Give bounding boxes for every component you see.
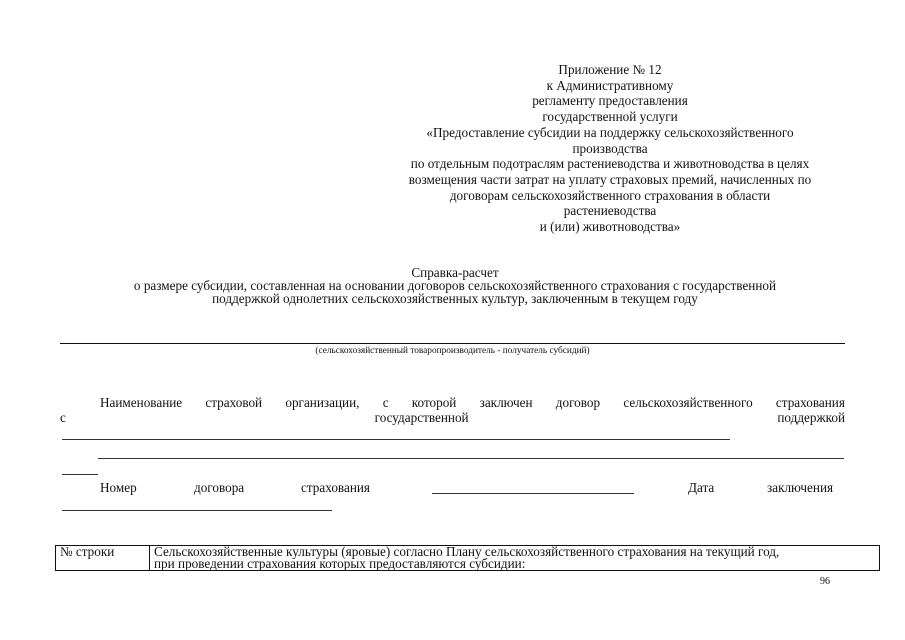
contract-word: страхования <box>301 480 370 495</box>
page-number: 96 <box>820 576 830 587</box>
title-line: о размере субсидии, составленная на основании договоров сельскохозяйственного страхования с государственной <box>133 278 777 293</box>
recipient-caption: (сельскохозяйственный товаропроизводитель - получатель субсидий) <box>315 346 590 356</box>
insurer-fill-line <box>98 458 844 459</box>
appendix-line: возмещения части затрат на уплату страховых премий, начисленных по <box>408 171 812 187</box>
appendix-line: по отдельным подотраслям растениеводства и животноводства в целях <box>410 156 810 172</box>
appendix-line: растениеводства <box>563 203 657 219</box>
contract-date-field <box>62 510 332 511</box>
appendix-line: производства <box>572 140 648 156</box>
table-row <box>56 546 880 571</box>
appendix-line: Приложение № 12 <box>558 62 662 77</box>
contract-word: договора <box>194 480 245 495</box>
table-header-cell: № строки <box>56 546 150 571</box>
title-line: поддержкой однолетних сельскохозяйственных культур, заключенным в текущем году <box>212 291 698 306</box>
crops-table <box>55 545 880 571</box>
recipient-underline <box>60 343 845 344</box>
document-title <box>40 266 870 305</box>
appendix-line: государственной услуги <box>542 109 678 125</box>
contract-number-field <box>432 493 634 494</box>
contract-number-label: Номер <box>100 480 137 495</box>
contract-word: заключения <box>767 480 834 495</box>
insurer-paragraph <box>60 395 845 425</box>
appendix-line: договорам сельскохозяйственного страхования в области <box>449 187 771 203</box>
table-header-cell: Сельскохозяйственные культуры (яровые) согласно Плану сельскохозяйственного страхования на текущий год, при проведении страхования которых предоставляются субсидии: <box>150 546 880 571</box>
appendix-line: к Административному <box>546 77 674 93</box>
appendix-header <box>360 62 860 235</box>
appendix-line: «Предоставление субсидии на поддержку сельскохозяйственного <box>426 124 794 140</box>
title-heading: Справка-расчет <box>411 265 499 280</box>
insurer-fill-line <box>62 439 730 440</box>
appendix-line: и (или) животноводства» <box>539 219 681 235</box>
contract-date-label: Дата <box>688 480 715 495</box>
insurer-fill-line <box>62 474 98 475</box>
insurer-line-1: Наименование страховой организации, с которой заключен договор сельскохозяйственного страхования <box>100 395 845 410</box>
appendix-line: регламенту предоставления <box>532 93 688 109</box>
insurer-line-2: с государственной поддержкой <box>60 410 845 425</box>
